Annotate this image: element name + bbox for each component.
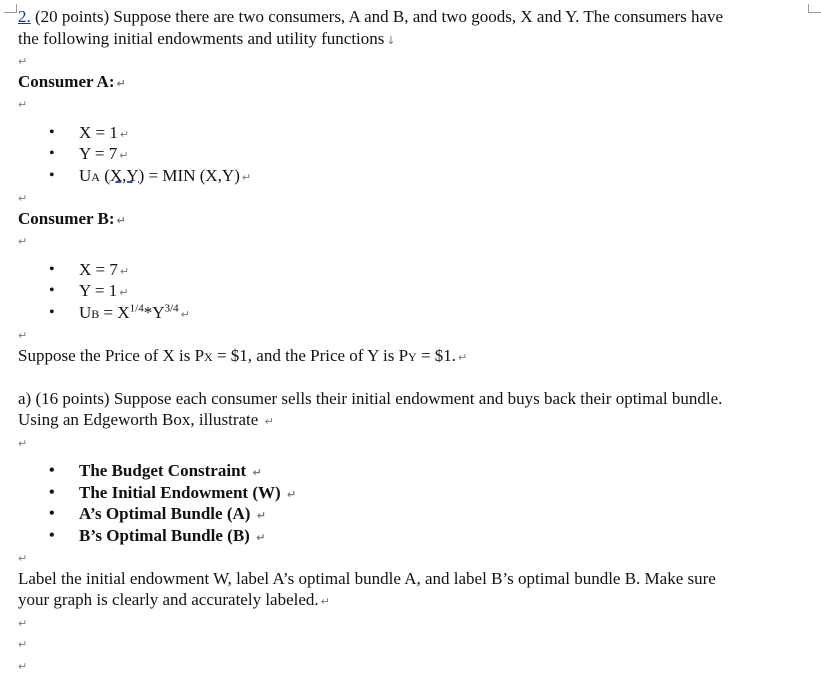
line-break-mark: ↓ [386,33,396,47]
paragraph-mark-icon: ↵ [18,616,28,630]
utility-function: = MIN (X,Y) [144,165,240,185]
empty-paragraph [18,632,808,654]
consumer-a-heading [18,71,808,93]
empty-paragraph [18,431,808,453]
empty-paragraph [18,546,808,568]
bullet-icon: • [49,462,55,479]
prices-text: = $1. [416,345,457,365]
consumer-b-heading-text: Consumer B: [18,208,115,228]
paragraph-mark-icon: ↵ [18,638,28,651]
utility-subscript: A [91,169,100,184]
list-item-text: X = 1 [79,122,118,142]
instructions-text: your graph is clearly and accurately labeled. [18,590,319,609]
part-a-text: Using an Edgeworth Box, illustrate [18,410,263,429]
empty-paragraph [18,366,808,388]
exponent-y: 3/4 [164,301,179,314]
paragraph-mark-icon: ↵ [264,415,274,428]
utility-function: = X [99,302,130,322]
exponent-x: 1/4 [129,301,144,314]
empty-paragraph [18,49,808,71]
paragraph-mark-icon: ↵ [458,350,468,364]
paragraph-mark-icon: ↵ [116,76,126,90]
instructions-line-2 [18,589,808,611]
utility-times-y: *Y [143,302,165,322]
paragraph-mark-icon: ↵ [18,552,28,565]
page-corner-mark-right [808,4,821,13]
paragraph-mark-icon: ↵ [18,659,28,673]
list-item [18,259,808,281]
part-a-text: a) (16 points) Suppose each consumer sells their initial endowment and buys back their optimal bundle. [18,388,723,408]
bullet-icon: • [49,505,55,522]
paragraph-mark-icon: ↵ [18,55,28,68]
prices-text: = $1, and the Price of Y is P [212,345,409,365]
consumer-b-list [18,259,808,324]
list-item [18,525,808,547]
bullet-icon: • [49,123,55,141]
paragraph-mark-icon: ↵ [18,436,28,450]
empty-paragraph [18,654,808,676]
list-item [18,503,808,525]
bullet-icon: • [49,145,55,162]
list-item [18,280,808,302]
list-item-text: B’s Optimal Bundle (B) [79,525,255,545]
empty-paragraph [18,186,808,208]
paragraph-mark-icon: ↵ [18,235,28,248]
paragraph-mark-icon: ↵ [256,509,266,522]
prices-text: Suppose the Price of X is P [18,345,205,365]
list-item-text: The Budget Constraint [79,461,251,480]
list-item-text: Y = 7 [79,144,118,163]
bullet-icon: • [49,483,55,501]
page-corner-mark-left [4,4,17,13]
bullet-icon: • [49,526,55,544]
utility-subscript: B [91,306,100,321]
list-item [18,460,808,482]
question-text-2: the following initial endowments and utility functions [18,28,385,48]
utility-symbol: U [79,165,92,185]
price-x-subscript: X [204,349,213,364]
consumer-a-list [18,122,808,187]
prices-line [18,345,808,367]
part-a-list [18,460,808,546]
document-body[interactable] [18,6,808,675]
paragraph-mark-icon: ↵ [241,170,252,184]
list-item-text: The Initial Endowment (W) [79,482,285,502]
paragraph-mark-icon: ↵ [18,329,28,342]
paragraph-mark-icon: ↵ [256,530,266,544]
list-item-text: X = 7 [79,259,118,279]
question-text-1: (20 points) Suppose there are two consumers, A and B, and two goods, X and Y. The consumers have [30,7,724,26]
part-a-line-1 [18,388,808,410]
question-line-1 [18,6,808,28]
empty-paragraph [18,323,808,345]
paragraph-mark-icon: ↵ [119,127,130,141]
paragraph-mark-icon: ↵ [18,98,28,111]
instructions-text: Label the initial endowment W, label A’s optimal bundle A, and label B’s optimal bundle B. Make sure [18,568,716,588]
consumer-b-heading [18,208,808,230]
empty-paragraph [18,611,808,633]
paragraph-mark-icon: ↵ [286,487,297,501]
utility-args: (X,Y) [104,165,145,185]
list-item-utility-a [18,165,808,187]
price-y-subscript: Y [408,349,417,364]
bullet-icon: • [49,282,55,299]
question-line-2 [18,28,808,50]
instructions-line-1 [18,568,808,590]
list-item [18,482,808,504]
list-item [18,122,808,144]
empty-paragraph [18,92,808,114]
paragraph-mark-icon: ↵ [116,213,126,227]
consumer-a-heading-text: Consumer A: [18,71,115,91]
bullet-icon: • [49,303,55,321]
list-item-utility-b [18,302,808,324]
question-number: 2. [18,7,31,26]
paragraph-mark-icon: ↵ [18,192,28,205]
part-a-line-2 [18,409,808,431]
list-item-text: Y = 1 [79,281,118,300]
bullet-icon: • [49,166,55,184]
list-item-text: A’s Optimal Bundle (A) [79,504,255,523]
paragraph-mark-icon: ↵ [320,595,330,608]
empty-paragraph [18,229,808,251]
paragraph-mark-icon: ↵ [180,307,190,321]
paragraph-mark-icon: ↵ [119,264,130,278]
paragraph-mark-icon: ↵ [119,286,129,299]
paragraph-mark-icon: ↵ [252,466,262,479]
bullet-icon: • [49,260,55,278]
list-item [18,143,808,165]
utility-symbol: U [79,302,92,322]
paragraph-mark-icon: ↵ [119,149,129,162]
